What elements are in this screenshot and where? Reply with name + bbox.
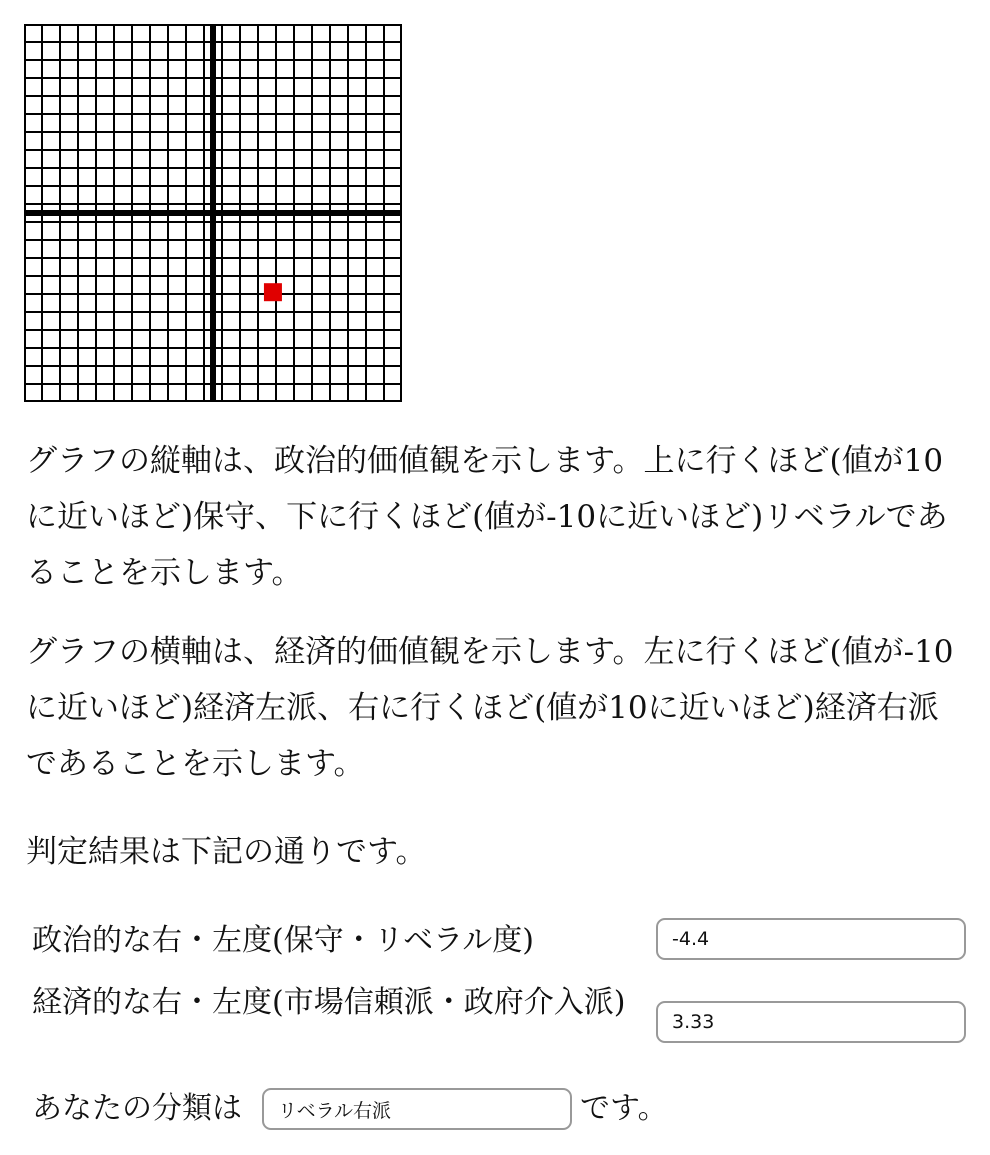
economic-score-label: 経済的な右・左度(市場信頼派・政府介入派) (32, 985, 626, 1020)
horizontal-axis-description: グラフの横軸は、経済的価値観を示します。左に行くほど(値が-10に近いほど)経済左派、右に行くほど(値が10に近いほど)経済右派であることを示します。 (26, 634, 954, 782)
economic-score-field[interactable] (656, 1001, 966, 1043)
result-point (264, 283, 282, 301)
result-intro-text: 判定結果は下記の通りです。 (26, 834, 427, 870)
classification-field[interactable] (262, 1088, 572, 1130)
vertical-axis-description: グラフの縦軸は、政治的価値観を示します。上に行くほど(値が10に近いほど)保守、下に行くほど(値が-10に近いほど)リベラルであることを示します。 (26, 443, 948, 591)
political-compass-chart (24, 24, 402, 402)
classification-prefix: あなたの分類は (32, 1091, 242, 1126)
political-score-field[interactable] (656, 918, 966, 960)
classification-suffix: です。 (580, 1091, 668, 1126)
political-score-label: 政治的な右・左度(保守・リベラル度) (32, 923, 534, 958)
